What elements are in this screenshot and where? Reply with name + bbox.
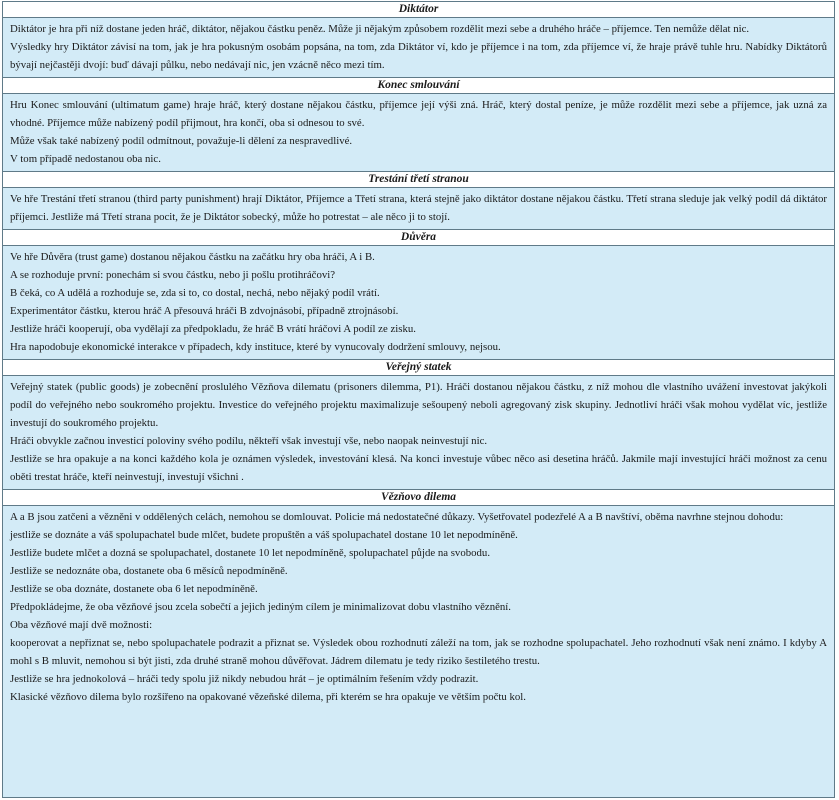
section-body: [3, 94, 834, 171]
paragraph: Jestliže budete mlčet a dozná se spolupachatel, dostanete 10 let nepodmíněně, spolupachatel půjde na svobodu.: [10, 547, 491, 559]
section-title: Diktátor: [3, 2, 834, 18]
paragraph: B čeká, co A udělá a rozhoduje se, zda si to, co dostal, nechá, nebo nějaký podíl vrátí.: [10, 287, 380, 299]
section: [3, 77, 834, 171]
section-body: [3, 376, 834, 489]
paragraph: Klasické vězňovo dilema bylo rozšířeno na opakované vězeňské dilema, při kterém se hra opakuje ve větším počtu kol.: [10, 691, 526, 703]
paragraph: Předpokládejme, že oba vězňové jsou zcela sobečtí a jejich jediným cílem je minimalizovat dobu vlastního věznění.: [10, 601, 511, 613]
section: [3, 229, 834, 359]
paragraph: Diktátor je hra při níž dostane jeden hráč, diktátor, nějakou částku peněz. Může ji nějakým způsobem rozdělit mezi sebe a druhého hráče – příjemce. Ten nemůže dělat nic.: [10, 23, 750, 35]
paragraph: Výsledky hry Diktátor závisí na tom, jak je hra pokusným osobám popsána, na tom, zda Diktátor ví, kdo je příjemce i na tom, zda příjemce ví, že hraje právě tuhle hru. Nabídky Diktátorů bývají nejčastěji dvojí: buď dávají půlku, nebo nedávají nic, jen vzácně něco mezi tím.: [10, 41, 827, 71]
section-title: Trestání třetí stranou: [3, 171, 834, 188]
section: [3, 359, 834, 489]
paragraph: Jestliže se hra opakuje a na konci každého kola je oznámen výsledek, investování klesá. Na konci investuje vůbec něco asi desetina hráčů. Jakmile mají investující hráči možnost za cenu oběti trestat hráče, kteří neinvestují, investují všichni .: [10, 453, 827, 483]
section-body: [3, 246, 834, 359]
paragraph: Jestliže se nedoznáte oba, dostanete oba 6 měsíců nepodmíněně.: [10, 565, 288, 577]
section-title: Vězňovo dilema: [3, 489, 834, 506]
paragraph: jestliže se doznáte a váš spolupachatel bude mlčet, budete propuštěn a váš spolupachatel dostane 10 let nepodmíněně.: [10, 529, 518, 541]
paragraph: Jestliže hráči kooperují, oba vydělají za předpokladu, že hráč B vrátí hráčovi A podíl ze zisku.: [10, 323, 416, 335]
paragraph: Ve hře Trestání třetí stranou (third party punishment) hrají Diktátor, Příjemce a Třetí strana, která stejně jako diktátor dostane nějakou částku. Třetí strana sleduje jak velký podíl dá diktátor příjemci. Jestliže má Třetí strana pocit, že je Diktátor sobecký, může ho potrestat – ale něco ji to stojí.: [10, 193, 827, 223]
paragraph: kooperovat a nepřiznat se, nebo spolupachatele podrazit a přiznat se. Výsledek obou rozhodnutí záleží na tom, jak se rozhodne spolupachatel. Jeho rozhodnutí však není známo. I kdyby A mohl s B mluvit, nemohou si být jisti, zda druhé straně mohou důvěřovat. Jádrem dilematu je tedy riziko šestiletého trestu.: [10, 637, 827, 667]
paragraph: Hráči obvykle začnou investicí poloviny svého podílu, někteří však investují vše, nebo naopak neinvestují nic.: [10, 435, 488, 447]
paragraph: Jestliže se oba doznáte, dostanete oba 6 let nepodmíněně.: [10, 583, 258, 595]
paragraph: Veřejný statek (public goods) je zobecnění proslulého Vězňova dilematu (prisoners dilemma, P1). Hráči dostanou nějakou částku, z níž mohou dle vlastního uvážení investovat jakýkoli podíl do veřejného nebo soukromého projektu. Investice do veřejného projektu maximalizuje sešoupený neboli agregovaný zisk skupiny. Jednotliví hráči však mohou vydělat víc, jestliže investují do soukromého projektu.: [10, 381, 827, 429]
section: [3, 2, 834, 77]
paragraph: Experimentátor částku, kterou hráč A přesouvá hráči B zdvojnásobí, případně ztrojnásobí.: [10, 305, 399, 317]
paragraph: Ve hře Důvěra (trust game) dostanou nějakou částku na začátku hry oba hráči, A i B.: [10, 251, 375, 263]
paragraph: Jestliže se hra jednokolová – hráči tedy spolu již nikdy nebudou hrát – je optimálním řešením vždy podrazit.: [10, 673, 479, 685]
paragraph: Může však také nabízený podíl odmítnout, považuje-li dělení za nespravedlivé.: [10, 135, 353, 147]
section: [3, 489, 834, 709]
section-body: [3, 18, 834, 77]
section-title: Konec smlouvání: [3, 77, 834, 94]
paragraph: A a B jsou zatčeni a vězněni v oddělených celách, nemohou se domlouvat. Policie má nedostatečné důkazy. Vyšetřovatel podezřelé A a B navštíví, oběma navrhne stejnou dohodu:: [10, 511, 784, 523]
section-title: Důvěra: [3, 229, 834, 246]
paragraph: V tom případě nedostanou oba nic.: [10, 153, 161, 165]
paragraph: Hru Konec smlouvání (ultimatum game) hraje hráč, který dostane nějakou částku, příjemce její výši zná. Hráč, který dostal peníze, je může rozdělit mezi sebe a příjemce, jak uzná za vhodné. Příjemce může nabízený podíl přijmout, hra končí, oba si odnesou to své.: [10, 99, 827, 129]
paragraph: Hra napodobuje ekonomické interakce v případech, kdy instituce, které by vynucovaly dodržení smlouvy, nejsou.: [10, 341, 501, 353]
section-body: [3, 188, 834, 229]
section-body: [3, 506, 834, 709]
paragraph: Oba vězňové mají dvě možnosti:: [10, 619, 153, 631]
section-title: Veřejný statek: [3, 359, 834, 376]
paragraph: A se rozhoduje první: ponechám si svou částku, nebo ji pošlu protihráčovi?: [10, 269, 336, 281]
document-table: [2, 1, 835, 798]
section: [3, 171, 834, 229]
